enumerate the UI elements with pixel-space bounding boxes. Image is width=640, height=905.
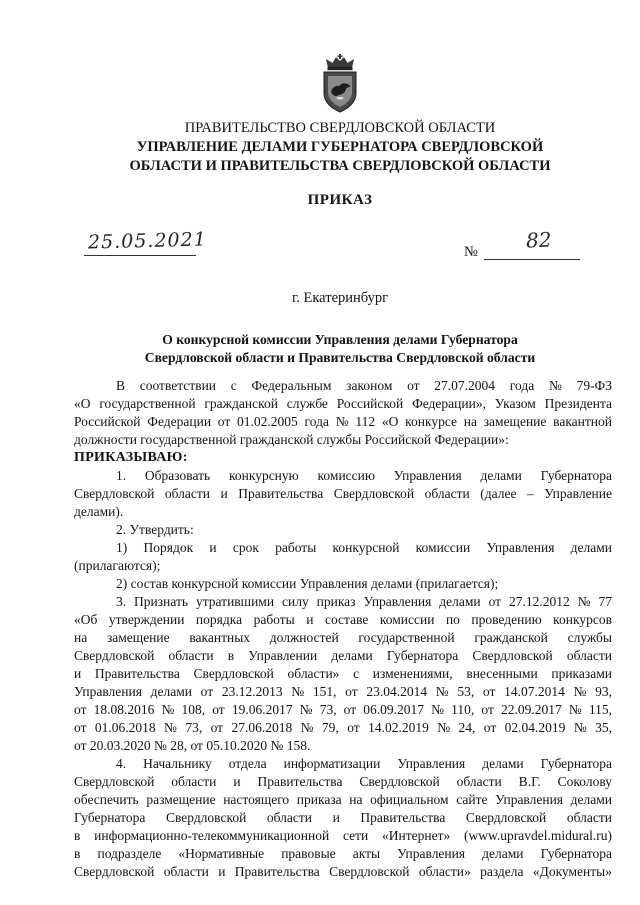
- text-line-content: Свердловской области и Правительства Свердловской области» раздела «Документы»: [74, 864, 612, 879]
- city: г. Екатеринбург: [291, 290, 389, 306]
- order-number: 82: [525, 227, 553, 253]
- text-line-content: Свердловской области в Управлении делами Губернатора Свердловской области: [74, 648, 612, 663]
- text-line: [74, 755, 612, 773]
- coat-of-arms-icon: [316, 54, 364, 114]
- text-line-content: В соответствии с Федеральным законом от 27.07.2004 года № 79-ФЗ: [116, 378, 612, 393]
- item-2-paragraph: [74, 521, 612, 539]
- text-line: [74, 809, 612, 827]
- text-line-content: должности государственной гражданской службы Российской Федерации»:: [74, 432, 509, 447]
- text-line-content: в информационно-телекоммуникационной сети «Интернет» (www.upravdel.midural.ru): [74, 828, 612, 843]
- text-line: [74, 647, 612, 665]
- text-line-content: 1) Порядок и срок работы конкурсной комиссии Управления делами: [116, 540, 612, 555]
- text-line-content: Свердловской области и Правительства Свердловской области (далее – Управление: [74, 486, 612, 501]
- text-line: [74, 539, 612, 557]
- text-line: [74, 629, 612, 647]
- text-line: [74, 611, 612, 629]
- text-line-content: Управления делами от 23.12.2013 № 151, от 23.04.2014 № 53, от 14.07.2014 № 93,: [74, 684, 612, 699]
- text-line: [74, 719, 612, 737]
- number-underline: [484, 259, 580, 260]
- preamble-paragraph: [74, 377, 612, 449]
- text-line: [74, 413, 612, 431]
- text-line-content: от 01.06.2018 № 73, от 27.06.2018 № 79, от 14.02.2019 № 24, от 02.04.2019 № 35,: [74, 720, 612, 735]
- text-line: [74, 791, 612, 809]
- text-line: [74, 773, 612, 791]
- text-line-content: «О государственной гражданской службе Российской Федерации», Указом Президента: [74, 396, 612, 411]
- text-line: [74, 845, 612, 863]
- text-line: [74, 557, 612, 575]
- item-4-paragraph: [74, 755, 612, 881]
- text-line: [74, 683, 612, 701]
- text-line-content: на замещение вакантных должностей государственной гражданской службы: [74, 630, 612, 645]
- text-line: [74, 377, 612, 395]
- number-sign: №: [464, 244, 478, 260]
- text-line-content: Губернатора Свердловской области и Правительства Свердловской области: [74, 810, 612, 825]
- text-line-content: «Об утверждении порядка работы и составе комиссии по проведению конкурсов: [74, 612, 612, 627]
- order-directive: [74, 449, 612, 467]
- order-body: [74, 377, 612, 881]
- text-line-content: в подразделе «Нормативные правовые акты Управления делами Губернатора: [74, 846, 612, 861]
- text-line-content: 1. Образовать конкурсную комиссию Управления делами Губернатора: [116, 468, 612, 483]
- text-line-content: (прилагаются);: [74, 558, 161, 573]
- text-line-content: Свердловской области и Правительства Свердловской области В.Г. Соколову: [74, 774, 612, 789]
- text-line-content: 2) состав конкурсной комиссии Управления делами (прилагается);: [116, 576, 499, 591]
- text-line-content: делами).: [74, 504, 124, 519]
- crown-icon: [326, 54, 354, 70]
- text-line: [74, 737, 612, 755]
- department-name-line-2: ОБЛАСТИ И ПРАВИТЕЛЬСТВА СВЕРДЛОВСКОЙ ОБЛАСТИ: [129, 158, 551, 174]
- item-3-paragraph: [74, 593, 612, 755]
- text-line: [74, 863, 612, 881]
- text-line-content: от 18.08.2016 № 108, от 19.06.2017 № 73, от 06.09.2017 № 110, от 22.09.2017 № 115,: [74, 702, 612, 717]
- text-line: [74, 827, 612, 845]
- text-line-content: 2. Утвердить:: [116, 522, 194, 537]
- text-line: [74, 665, 612, 683]
- text-line: [74, 485, 612, 503]
- order-title-line-1: О конкурсной комиссии Управления делами Губернатора: [162, 332, 518, 347]
- text-line: [74, 593, 612, 611]
- text-line-content: 3. Признать утратившими силу приказ Управления делами от 27.12.2012 № 77: [116, 594, 612, 609]
- item-2-2-paragraph: [74, 575, 612, 593]
- text-line-content: 4. Начальнику отдела информатизации Управления делами Губернатора: [116, 756, 612, 771]
- text-line: [74, 431, 612, 449]
- document-type: ПРИКАЗ: [307, 192, 373, 208]
- text-line-content: от 20.03.2020 № 28, от 05.10.2020 № 158.: [74, 738, 311, 753]
- department-name-line-1: УПРАВЛЕНИЕ ДЕЛАМИ ГУБЕРНАТОРА СВЕРДЛОВСКОЙ: [136, 139, 544, 155]
- text-line-content: Российской Федерации от 01.02.2005 года № 112 «О конкурсе на замещение вакантной: [74, 414, 612, 429]
- government-name: ПРАВИТЕЛЬСТВО СВЕРДЛОВСКОЙ ОБЛАСТИ: [184, 120, 496, 136]
- text-line: [74, 395, 612, 413]
- item-2-1-paragraph: [74, 539, 612, 575]
- item-1-paragraph: [74, 467, 612, 521]
- text-line-content: ПРИКАЗЫВАЮ:: [74, 450, 188, 465]
- text-line: [74, 701, 612, 719]
- text-line-content: и Правительства Свердловской области» с изменениями, внесенными приказами: [74, 666, 612, 681]
- text-line-content: обеспечить размещение настоящего приказа на официальном сайте Управления делами: [74, 792, 612, 807]
- date-underline: [84, 255, 196, 256]
- text-line: [74, 467, 612, 485]
- text-line: [74, 503, 612, 521]
- order-title-line-2: Свердловской области и Правительства Свердловской области: [144, 350, 536, 365]
- order-date: 25.05.2021: [87, 228, 208, 254]
